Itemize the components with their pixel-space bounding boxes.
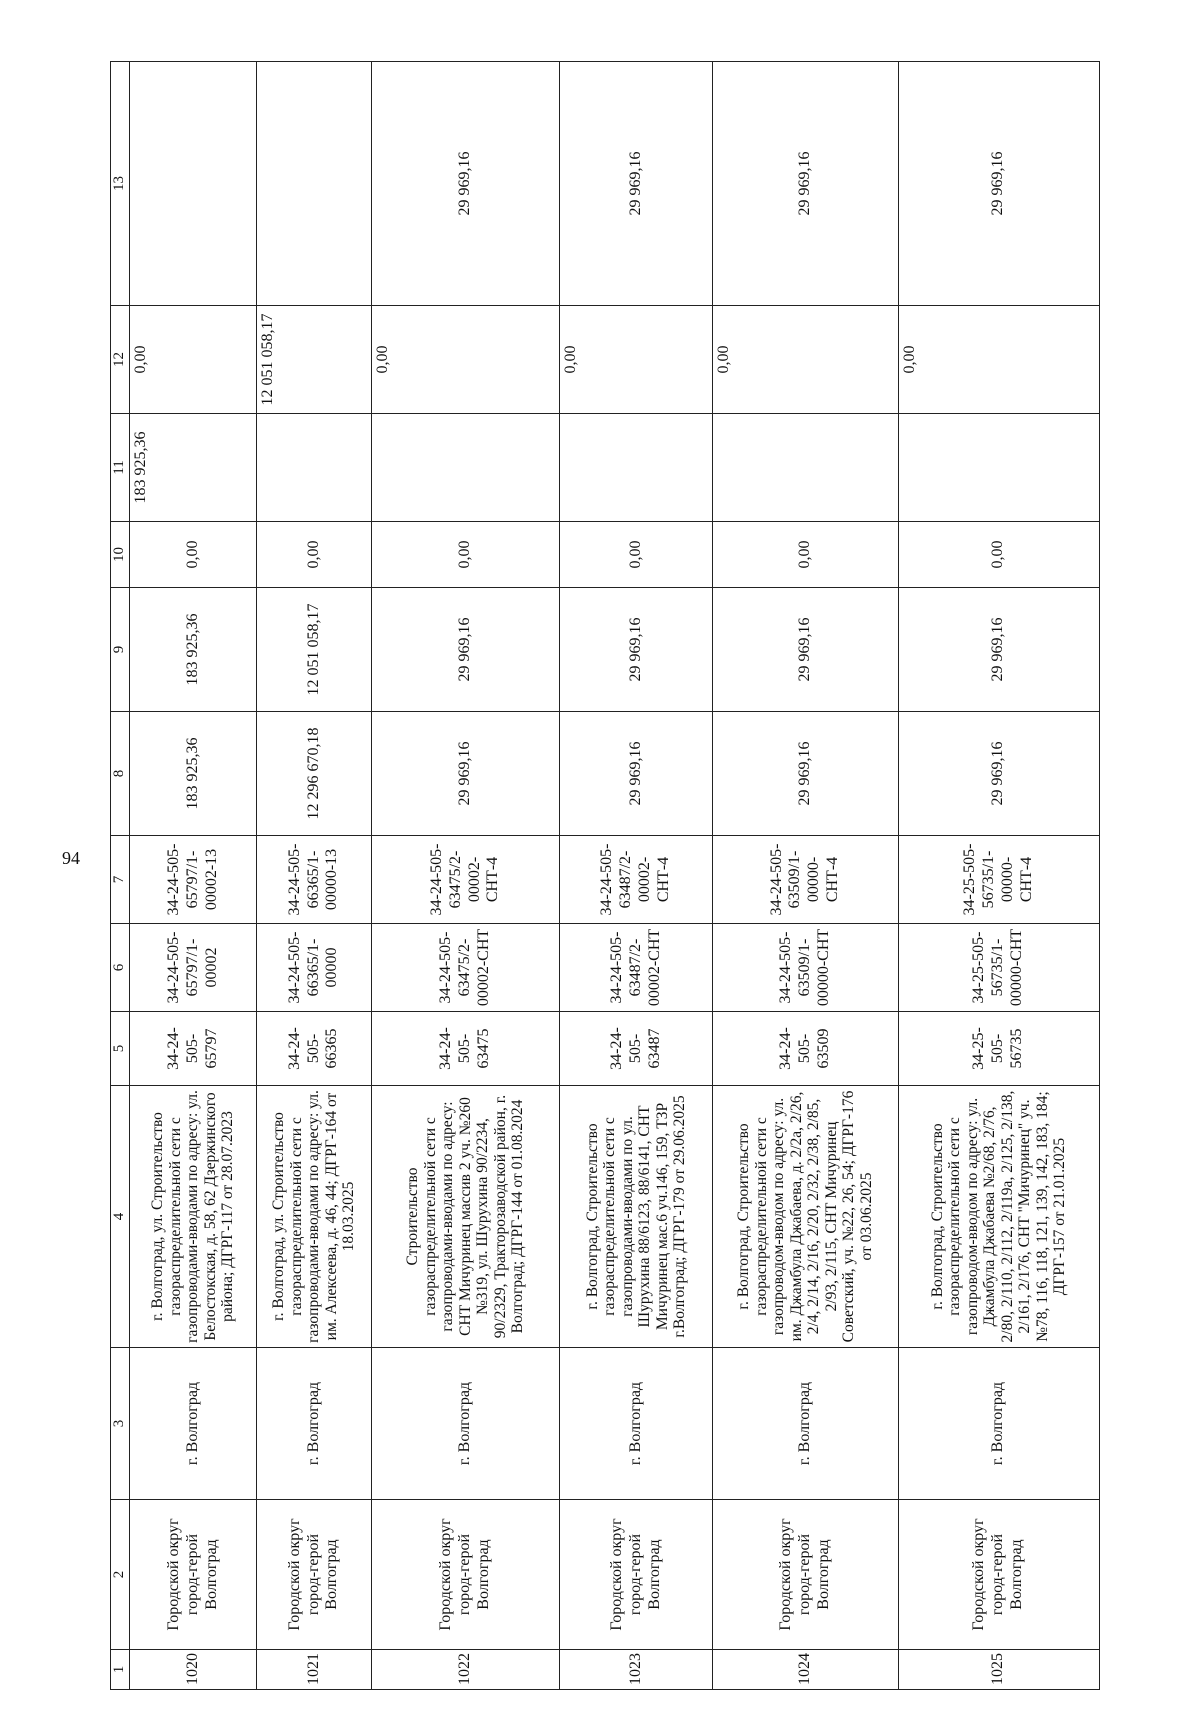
cell-col-13	[257, 62, 371, 306]
cell-col-1: 1021	[257, 1650, 371, 1690]
column-number-8: 8	[111, 712, 130, 836]
cell-col-8: 12 296 670,18	[257, 712, 371, 836]
table-row	[713, 62, 899, 1690]
cell-col-10: 0,00	[130, 522, 257, 588]
cell-col-9: 29 969,16	[898, 588, 1099, 712]
column-number-4: 4	[111, 1086, 130, 1348]
data-table	[110, 61, 1100, 1690]
column-number-13: 13	[111, 62, 130, 306]
cell-col-4: г. Волгоград, Строительство газораспределительной сети с газопроводами-вводами по ул. Шурухина 88/6123, 88/6141, СНТ Мичуринец мас.6 уч.146, 159, ТЗР г.Волгоград; ДГРГ-179 от 29.06.2025	[560, 1086, 713, 1348]
cell-col-8: 29 969,16	[713, 712, 899, 836]
cell-col-12: 0,00	[130, 306, 257, 414]
cell-col-7: 34-25-505-56735/1-00000-СНТ-4	[898, 836, 1099, 924]
cell-col-3: г. Волгоград	[130, 1348, 257, 1500]
cell-col-8: 29 969,16	[898, 712, 1099, 836]
cell-col-9: 183 925,36	[130, 588, 257, 712]
cell-col-13: 29 969,16	[560, 62, 713, 306]
table-row	[560, 62, 713, 1690]
cell-col-13: 29 969,16	[371, 62, 560, 306]
cell-col-8: 29 969,16	[371, 712, 560, 836]
column-number-11: 11	[111, 414, 130, 522]
cell-col-5: 34-24-505-65797	[130, 1012, 257, 1086]
cell-col-2: Городской округ город-герой Волгоград	[371, 1500, 560, 1650]
table-row	[257, 62, 371, 1690]
cell-col-4: Строительство газораспределительной сети с газопроводами-вводами по адресу: СНТ Мичуринец массив 2 уч. №260 №319, ул. Шурухина 90/2234, 90/2329, Тракторозаводской район, г. Волгоград; ДГРГ-144 от 01.08.2024	[371, 1086, 560, 1348]
cell-col-4: г. Волгоград, ул. Строительство газораспределительной сети с газопроводами-вводами по адресу: ул. Белостокская, д. 58, 62 Дзержинского района; ДГРГ-117 от 28.07.2023	[130, 1086, 257, 1348]
cell-col-12: 0,00	[898, 306, 1099, 414]
cell-col-7: 34-24-505-65797/1-00002-13	[130, 836, 257, 924]
cell-col-1: 1025	[898, 1650, 1099, 1690]
cell-col-12: 12 051 058,17	[257, 306, 371, 414]
column-number-7: 7	[111, 836, 130, 924]
column-number-3: 3	[111, 1348, 130, 1500]
cell-col-5: 34-24-505-63487	[560, 1012, 713, 1086]
cell-col-12: 0,00	[713, 306, 899, 414]
cell-col-7: 34-24-505-63475/2-00002-СНТ-4	[371, 836, 560, 924]
cell-col-12: 0,00	[371, 306, 560, 414]
cell-col-5: 34-24-505-63475	[371, 1012, 560, 1086]
cell-col-11	[257, 414, 371, 522]
cell-col-11	[560, 414, 713, 522]
column-number-row	[111, 62, 130, 1690]
rotated-table-wrapper	[110, 62, 1100, 1690]
cell-col-3: г. Волгоград	[560, 1348, 713, 1500]
page-number: 94	[62, 848, 80, 868]
cell-col-5: 34-24-505-66365	[257, 1012, 371, 1086]
cell-col-9: 29 969,16	[713, 588, 899, 712]
cell-col-4: г. Волгоград, Строительство газораспределительной сети с газопроводом-вводом по адресу: ул. им. Джамбула Джабаева, д. 2/2а, 2/26, 2/4, 2/14, 2/16, 2/20, 2/32, 2/38, 2/85, 2/93, 2/115, СНТ Мичуринец Советский, уч. №22, 26, 54; ДГРГ-176 от 03.06.2025	[713, 1086, 899, 1348]
cell-col-7: 34-24-505-66365/1-00000-13	[257, 836, 371, 924]
cell-col-11	[371, 414, 560, 522]
cell-col-10: 0,00	[560, 522, 713, 588]
column-number-6: 6	[111, 924, 130, 1012]
cell-col-1: 1020	[130, 1650, 257, 1690]
cell-col-3: г. Волгоград	[713, 1348, 899, 1500]
column-number-2: 2	[111, 1500, 130, 1650]
cell-col-10: 0,00	[713, 522, 899, 588]
cell-col-4: г. Волгоград, Строительство газораспределительной сети с газопроводом-вводом по адресу: ул. Джамбула Джабаева №2/68, 2/76, 2/80, 2/110, 2/112, 2/119а, 2/125, 2/138, 2/161, 2/176, СНТ "Мичуринец" уч. №78, 116, 118, 121, 139, 142, 183, 184; ДГРГ-157 от 21.01.2025	[898, 1086, 1099, 1348]
cell-col-6: 34-24-505-63475/2-00002-СНТ	[371, 924, 560, 1012]
cell-col-1: 1023	[560, 1650, 713, 1690]
cell-col-13: 29 969,16	[898, 62, 1099, 306]
cell-col-6: 34-24-505-66365/1-00000	[257, 924, 371, 1012]
cell-col-4: г. Волгоград, ул. Строительство газораспределительной сети с газопроводами-вводами по адресу: ул. им. Алексеева, д. 46, 44; ДГРГ-164 от 18.03.2025	[257, 1086, 371, 1348]
cell-col-10: 0,00	[371, 522, 560, 588]
column-number-5: 5	[111, 1012, 130, 1086]
table-body	[130, 62, 1100, 1690]
cell-col-8: 183 925,36	[130, 712, 257, 836]
cell-col-6: 34-24-505-63487/2-00002-СНТ	[560, 924, 713, 1012]
table-row	[371, 62, 560, 1690]
cell-col-9: 12 051 058,17	[257, 588, 371, 712]
cell-col-10: 0,00	[898, 522, 1099, 588]
cell-col-5: 34-25-505-56735	[898, 1012, 1099, 1086]
cell-col-3: г. Волгоград	[898, 1348, 1099, 1500]
cell-col-9: 29 969,16	[371, 588, 560, 712]
cell-col-6: 34-25-505-56735/1-00000-СНТ	[898, 924, 1099, 1012]
cell-col-6: 34-24-505-65797/1-00002	[130, 924, 257, 1012]
cell-col-7: 34-24-505-63487/2-00002-СНТ-4	[560, 836, 713, 924]
cell-col-11	[713, 414, 899, 522]
table-row	[130, 62, 257, 1690]
cell-col-12: 0,00	[560, 306, 713, 414]
cell-col-11	[898, 414, 1099, 522]
cell-col-3: г. Волгоград	[371, 1348, 560, 1500]
cell-col-2: Городской округ город-герой Волгоград	[898, 1500, 1099, 1650]
cell-col-13: 29 969,16	[713, 62, 899, 306]
cell-col-7: 34-24-505-63509/1-00000-СНТ-4	[713, 836, 899, 924]
cell-col-5: 34-24-505-63509	[713, 1012, 899, 1086]
cell-col-1: 1022	[371, 1650, 560, 1690]
cell-col-2: Городской округ город-герой Волгоград	[257, 1500, 371, 1650]
cell-col-9: 29 969,16	[560, 588, 713, 712]
cell-col-1: 1024	[713, 1650, 899, 1690]
cell-col-2: Городской округ город-герой Волгоград	[560, 1500, 713, 1650]
cell-col-6: 34-24-505-63509/1-00000-СНТ	[713, 924, 899, 1012]
column-number-10: 10	[111, 522, 130, 588]
cell-col-11: 183 925,36	[130, 414, 257, 522]
column-number-12: 12	[111, 306, 130, 414]
column-number-9: 9	[111, 588, 130, 712]
cell-col-2: Городской округ город-герой Волгоград	[713, 1500, 899, 1650]
cell-col-2: Городской округ город-герой Волгоград	[130, 1500, 257, 1650]
column-number-1: 1	[111, 1650, 130, 1690]
cell-col-3: г. Волгоград	[257, 1348, 371, 1500]
table-row	[898, 62, 1099, 1690]
cell-col-13	[130, 62, 257, 306]
cell-col-8: 29 969,16	[560, 712, 713, 836]
cell-col-10: 0,00	[257, 522, 371, 588]
